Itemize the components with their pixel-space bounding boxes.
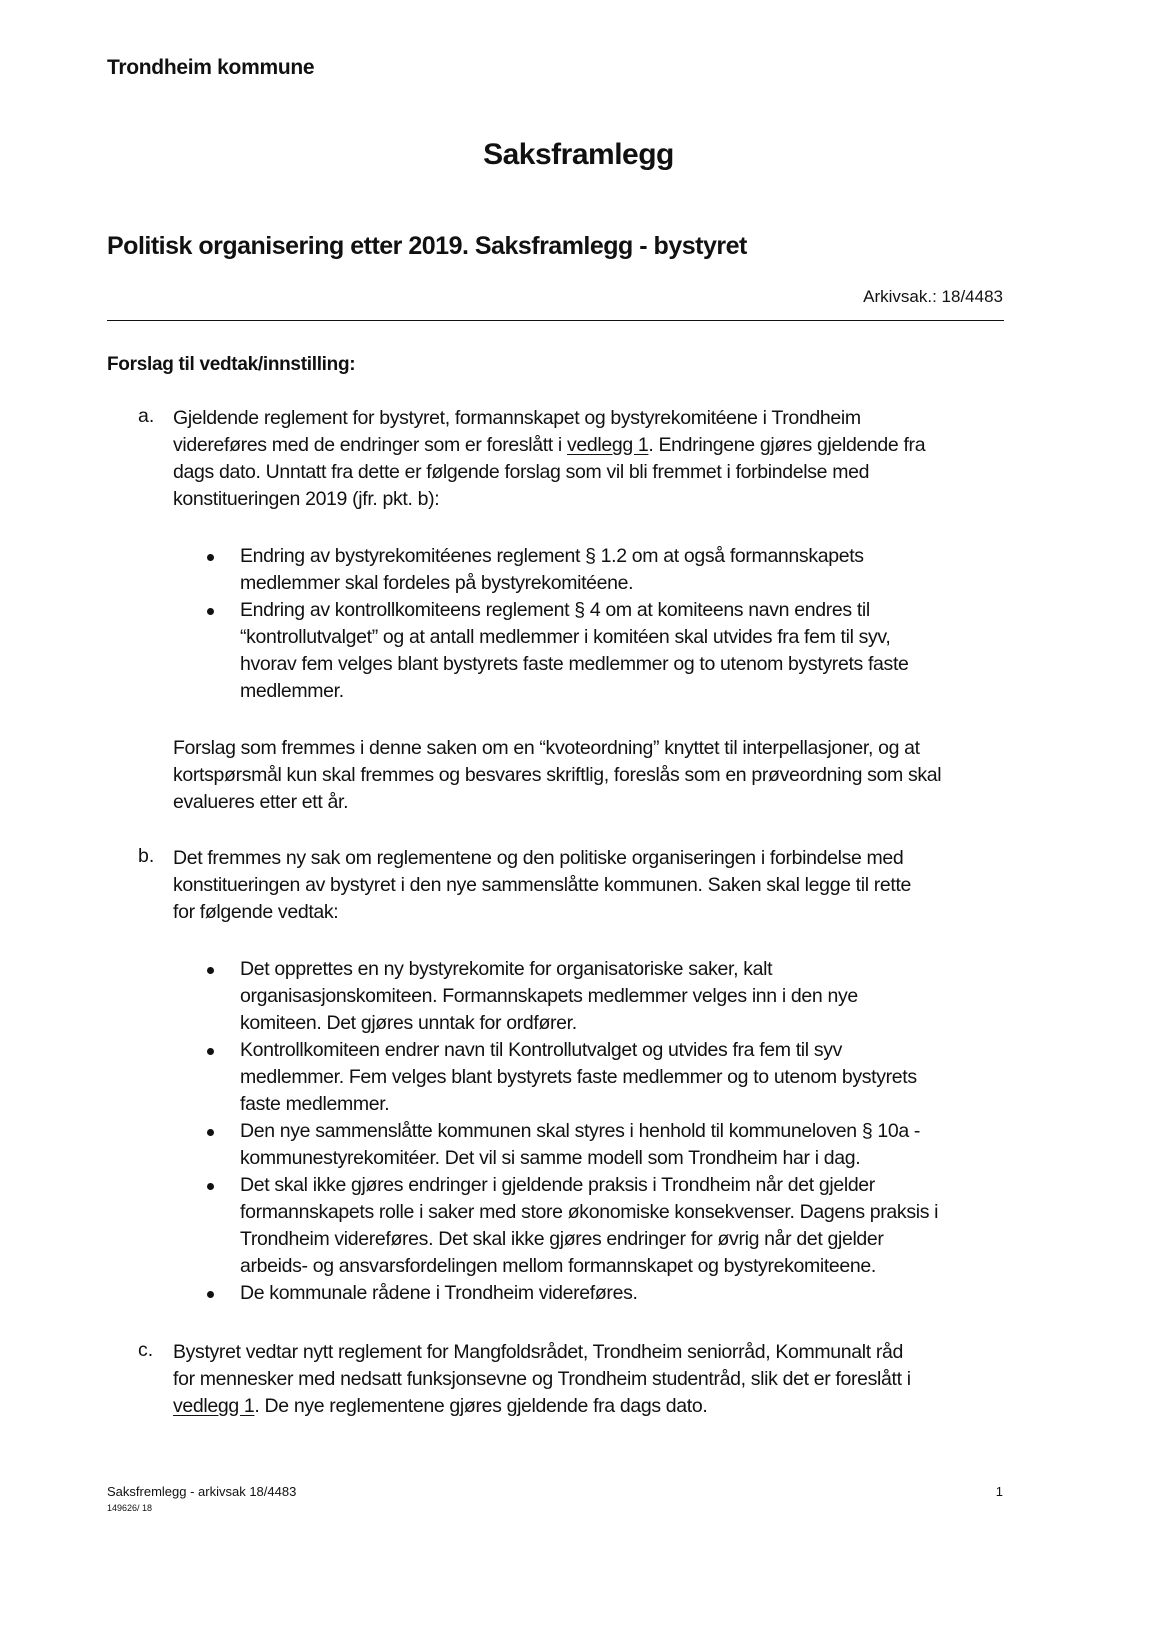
bullet-icon xyxy=(207,1183,214,1190)
document-page: Trondheim kommune Saksframlegg Politisk organisering etter 2019. Saksframlegg - bystyret Arkivsak.: 18/4483 Forslag til vedtak/innstilling: a. Gjeldende reglement for bystyret, formannskapet og bystyrekomitéene i Trondheim videreføres med de endringer som er foreslått i vedlegg 1. Endringene gjøres gjeldende fra dags dato. Unntatt fra dette er følgende forslag som vil bli fremmet i forbindelse med konstitueringen 2019 (jfr. pkt. b): Endring av bystyrekomitéenes reglement § 1.2 om at også formannskapets medlemmer skal fordeles på bystyrekomitéene. Endring av kontrollkomiteens reglement § 4 om at komiteens navn endres til “kontrollutvalget” og at antall medlemmer i komitéen skal utvides fra fem til syv, hvorav fem velges blant bystyrets faste medlemmer og to utenom bystyrets faste medlemmer. Forslag som fremmes i denne saken om en “kvoteordning” knyttet til interpellasjoner, og at kortspørsmål kun skal fremmes og besvares skriftlig, foreslås som en prøveordning som skal evalueres etter ett år. b. Det fremmes ny sak om reglementene og den politiske organiseringen i forbindelse med konstitueringen av bystyret i den nye sammenslåtte kommunen. Saken skal legge til rette for følgende vedtak: Det opprettes en ny bystyrekomite for organisatoriske saker, kalt organisasjonskomiteen. Formannskapets medlemmer velges inn i den nye komiteen. Det gjøres unntak for ordfører. Kontrollkomiteen endrer navn til Kontrollutvalget og utvides fra fem til syv medlemmer. Fem velges blant bystyrets faste medlemmer og to utenom bystyrets faste medlemmer. Den nye sammenslåtte kommunen skal styres i henhold til kommuneloven § 10a - kommunestyrekomitéer. Det vil si samme modell som Trondheim har i dag. Det skal ikke gjøres endringer i gjeldende praksis i Trondheim når det gjelder formannskapets rolle i saker med store økonomiske konsekvenser. Dagens praksis i Trondheim videreføres. Det skal ikke gjøres endringer for øvrig når det gjelder arbeids- og ansvarsfordelingen mellom formannskapet og bystyrekomiteene. De kommunale rådene i Trondheim videreføres. c. Bystyret vedtar nytt reglement for Mangfoldsrådet, Trondheim seniorråd, Kommunalt råd for mennesker med nedsatt funksjonsevne og Trondheim studentråd, slik det er foreslått i vedlegg 1. De nye reglementene gjøres gjeldende fra dags dato. Saksfremlegg - arkivsak 18/4483 149626/ 18 1 xyxy=(0,0,1157,1636)
item-a-line: videreføres med de endringer som er foreslått i vedlegg 1. Endringene gjøres gjeldende fra xyxy=(173,434,926,456)
item-c-line: for mennesker med nedsatt funksjonsevne og Trondheim studentråd, slik det er foreslått i xyxy=(173,1368,911,1390)
item-marker-a: a. xyxy=(138,405,155,427)
case-title: Politisk organisering etter 2019. Saksframlegg - bystyret xyxy=(107,232,747,260)
attachment-link-vedlegg-1[interactable]: vedlegg 1 xyxy=(173,1395,255,1417)
document-type-title: Saksframlegg xyxy=(483,138,674,171)
bullet-icon xyxy=(207,608,214,615)
archive-reference: Arkivsak.: 18/4483 xyxy=(863,287,1003,306)
item-b-line: Det fremmes ny sak om reglementene og den politiske organiseringen i forbindelse med xyxy=(173,847,904,869)
attachment-link-vedlegg-1[interactable]: vedlegg 1 xyxy=(566,434,649,456)
item-c-line: Bystyret vedtar nytt reglement for Mangfoldsrådet, Trondheim seniorråd, Kommunalt råd xyxy=(173,1341,904,1363)
item-b-line: konstitueringen av bystyret i den nye sammenslåtte kommunen. Saken skal legge til rette xyxy=(173,874,912,896)
proposal-heading: Forslag til vedtak/innstilling: xyxy=(107,354,356,375)
bullet-icon xyxy=(207,554,214,561)
bullet-icon xyxy=(207,1129,214,1136)
item-c-line: vedlegg 1. De nye reglementene gjøres gjeldende fra dags dato. xyxy=(173,1395,708,1417)
bullet-icon xyxy=(207,1048,214,1055)
item-marker-b: b. xyxy=(138,845,155,867)
bullet-icon xyxy=(207,967,214,974)
item-marker-c: c. xyxy=(138,1339,154,1361)
footer-reference: Saksfremlegg - arkivsak 18/4483 xyxy=(107,1484,297,1499)
bullet-icon xyxy=(207,1291,214,1298)
item-a-line: dags dato. Unntatt fra dette er følgende forslag som vil bli fremmet i forbindelse med xyxy=(173,461,870,483)
item-a-line: konstitueringen 2019 (jfr. pkt. b): xyxy=(173,488,440,510)
header-divider xyxy=(107,320,1004,321)
item-a-line: Gjeldende reglement for bystyret, formannskapet og bystyrekomitéene i Trondheim xyxy=(173,407,861,429)
item-b-line: for følgende vedtak: xyxy=(173,901,339,923)
footer-doc-id: 149626/ 18 xyxy=(107,1503,153,1513)
organization-name: Trondheim kommune xyxy=(107,56,315,79)
page-number: 1 xyxy=(995,1484,1003,1499)
